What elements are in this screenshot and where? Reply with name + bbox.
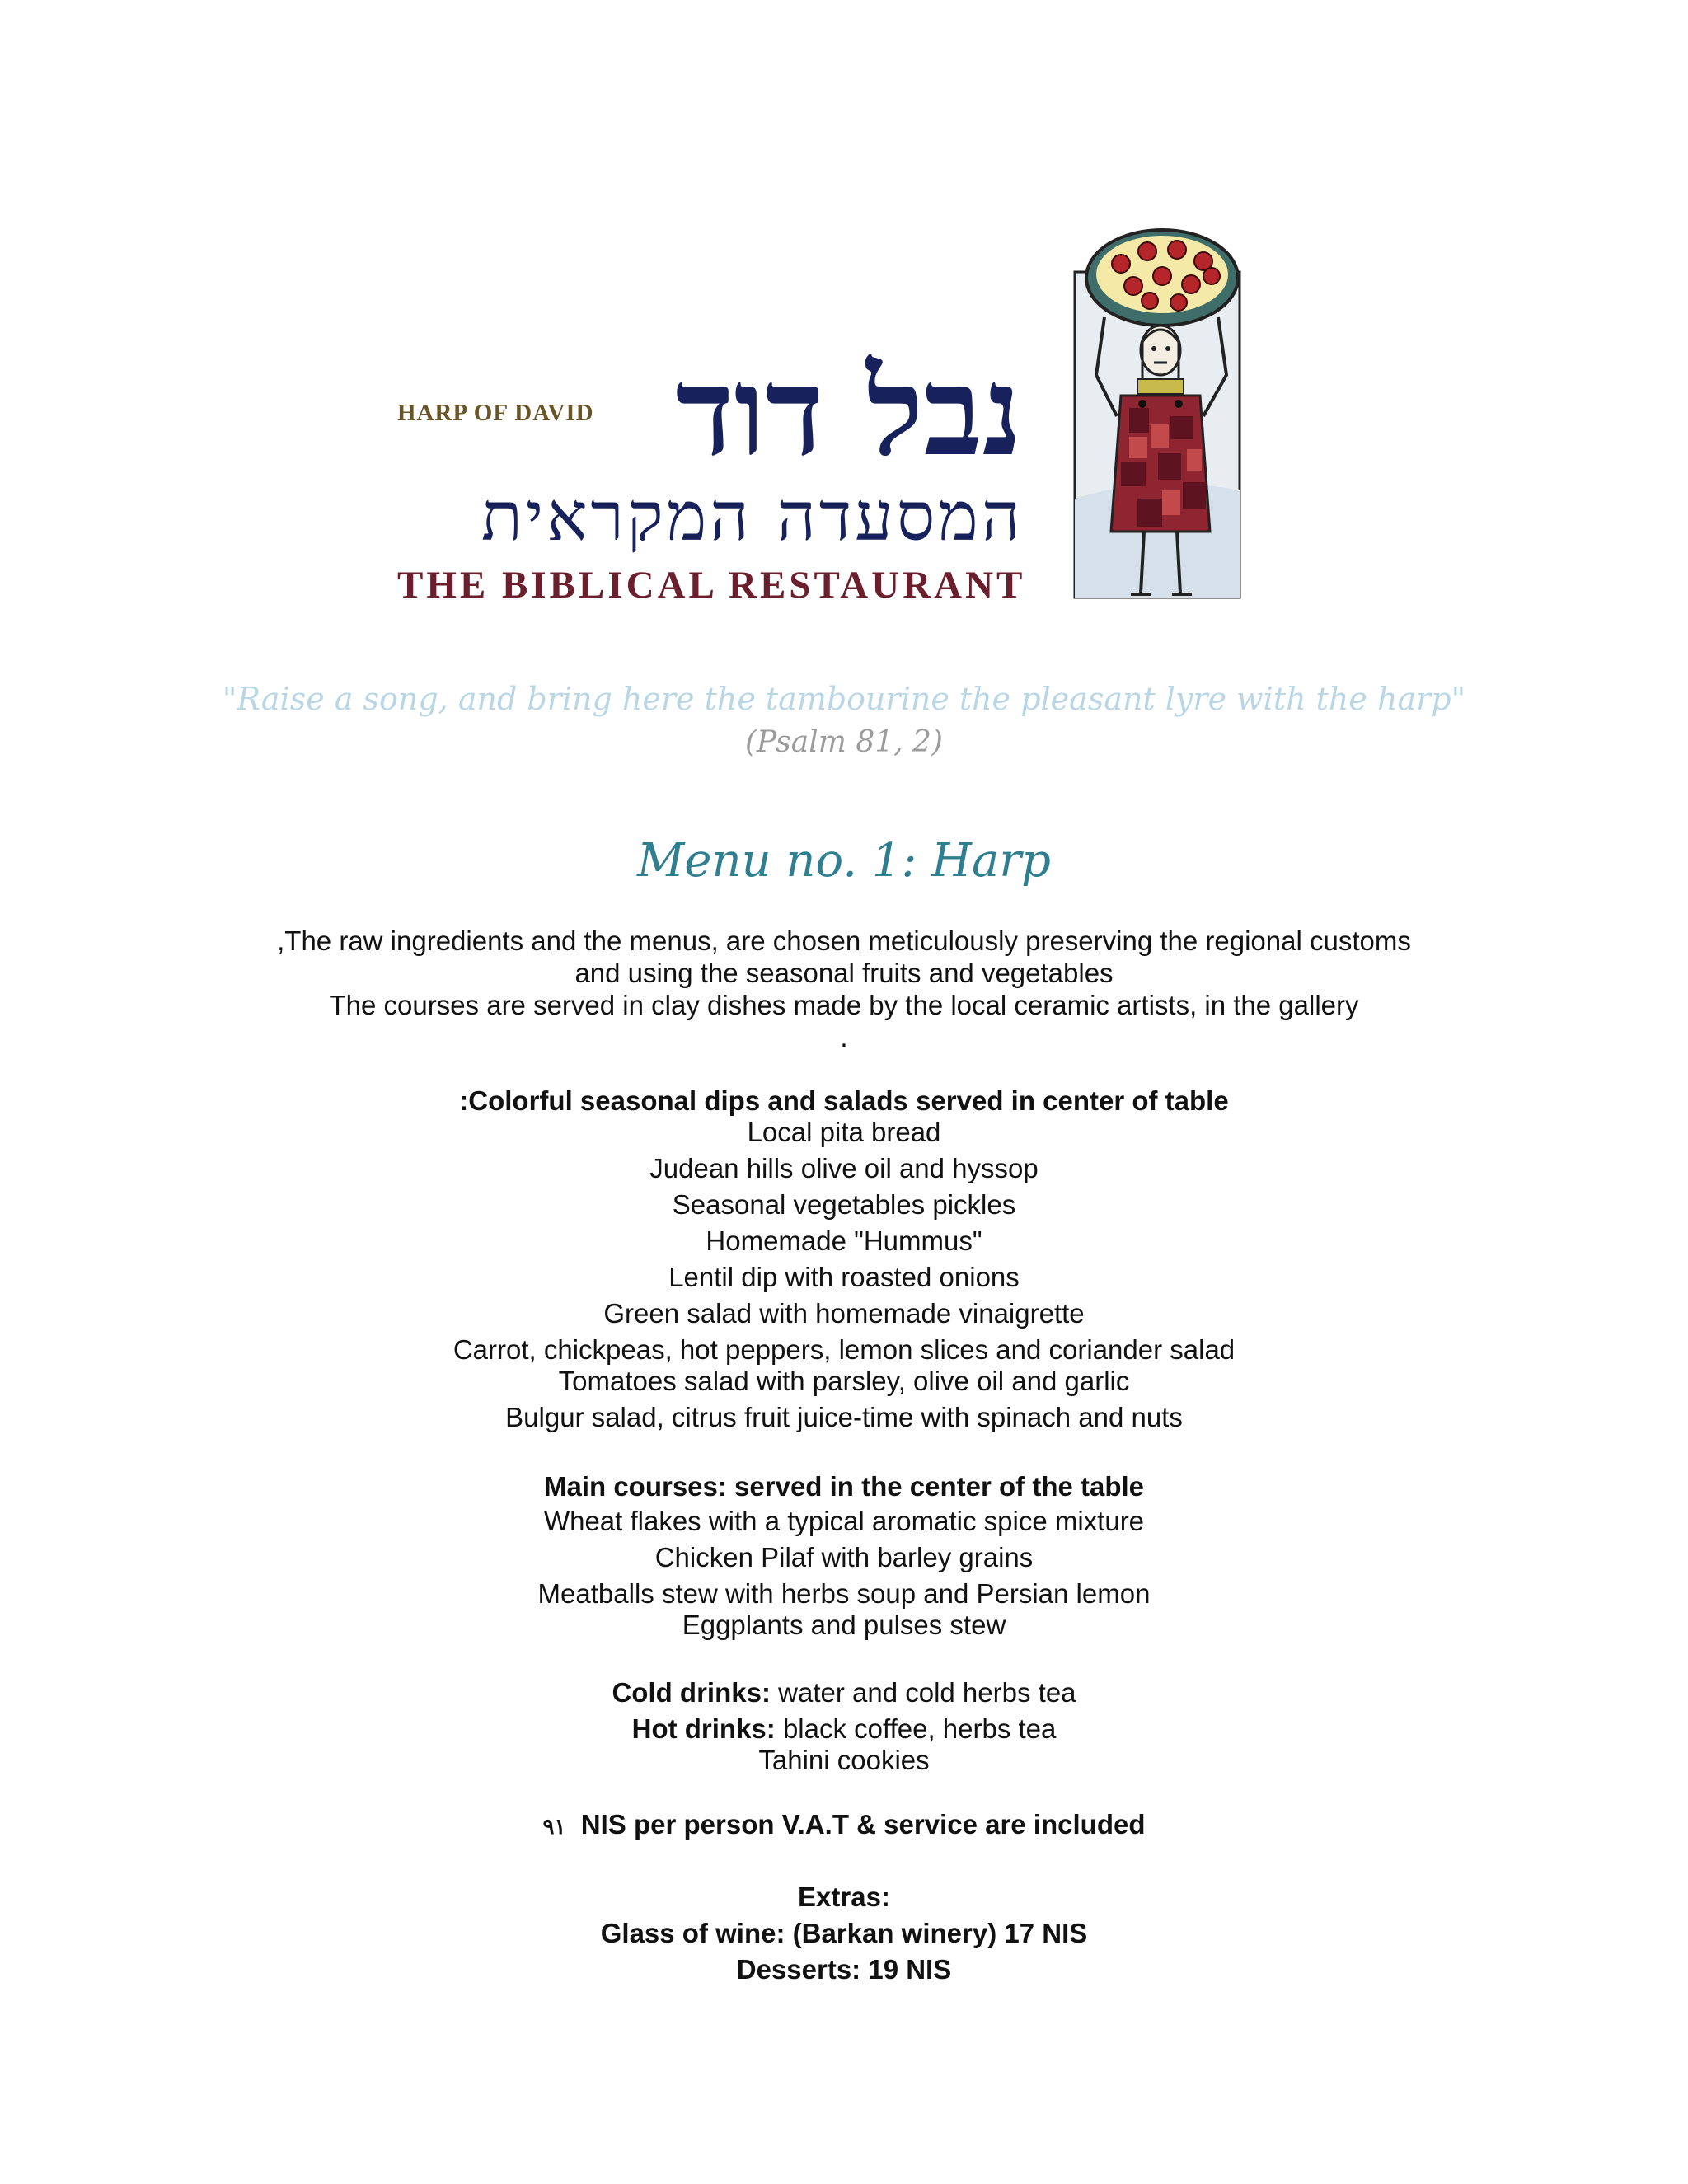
logo-hebrew-subtitle: המסעדה המקראית [481, 478, 1024, 556]
extras-heading: Extras: [798, 1882, 890, 1912]
intro-line-4: . [840, 1022, 848, 1052]
logo-harp-of-david: HARP OF DAVID [397, 400, 594, 426]
price-text: NIS per person V.A.T & service are included [580, 1809, 1146, 1840]
logo-hebrew-name: נבל דוד [675, 340, 1022, 483]
psalm-quote: "Raise a song, and bring here the tambourine the pleasant lyre with the harp" [222, 681, 1466, 717]
list-item: Green salad with homemade vinaigrette [603, 1298, 1085, 1329]
list-item: Tomatoes salad with parsley, olive oil and garlic [558, 1366, 1130, 1396]
cold-drinks-line [0, 1676, 1688, 1708]
intro-text [0, 925, 1688, 1053]
list-item: Lentil dip with roasted onions [668, 1262, 1020, 1292]
list-item: Homemade "Hummus" [706, 1226, 982, 1256]
list-item: Wheat flakes with a typical aromatic spice mixture [543, 1506, 1145, 1536]
list-item: Eggplants and pulses stew [682, 1610, 1006, 1640]
list-item: Meatballs stew with herbs soup and Persian lemon [537, 1578, 1151, 1609]
hot-drinks-line [0, 1713, 1688, 1745]
list-item: Seasonal vegetables pickles [672, 1189, 1016, 1220]
intro-line-1: ,The raw ingredients and the menus, are chosen meticulously preserving the regional customs [277, 926, 1411, 956]
intro-line-2: and using the seasonal fruits and vegetables [574, 958, 1114, 988]
list-item: Chicken Pilaf with barley grains [654, 1542, 1034, 1572]
list-item: Bulgur salad, citrus fruit juice-time with spinach and nuts [505, 1402, 1183, 1432]
hot-drinks-value: black coffee, herbs tea [775, 1713, 1057, 1744]
cold-drinks-value: water and cold herbs tea [770, 1677, 1076, 1708]
extras-desserts: Desserts: 19 NIS [736, 1954, 952, 1985]
mains-list [0, 1503, 1688, 1643]
psalm-reference: (Psalm 81, 2) [745, 725, 943, 759]
intro-line-3: The courses are served in clay dishes made by the local ceramic artists, in the gallery [329, 990, 1359, 1020]
hot-drinks-label: Hot drinks: [631, 1713, 776, 1744]
list-item: Local pita bread [747, 1117, 941, 1147]
menu-title: Menu no. 1: Harp [637, 834, 1051, 888]
mains-heading: Main courses: served in the center of the table [543, 1471, 1145, 1502]
price-amount: ٩١ [542, 1814, 566, 1839]
tahini-cookies: Tahini cookies [758, 1745, 930, 1775]
cold-drinks-label: Cold drinks: [612, 1677, 771, 1708]
woman-carrying-basket-illustration [1071, 227, 1245, 606]
restaurant-logo [387, 227, 1245, 622]
extras-wine: Glass of wine: (Barkan winery) 17 NIS [600, 1918, 1088, 1948]
dips-list [0, 1114, 1688, 1436]
price-line [0, 1808, 1688, 1843]
dips-heading: :Colorful seasonal dips and salads served in center of table [459, 1085, 1229, 1116]
list-item: Carrot, chickpeas, hot peppers, lemon slices and coriander salad [452, 1334, 1236, 1365]
logo-english-subtitle: THE BIBLICAL RESTAURANT [397, 564, 1026, 607]
list-item: Judean hills olive oil and hyssop [649, 1153, 1039, 1183]
